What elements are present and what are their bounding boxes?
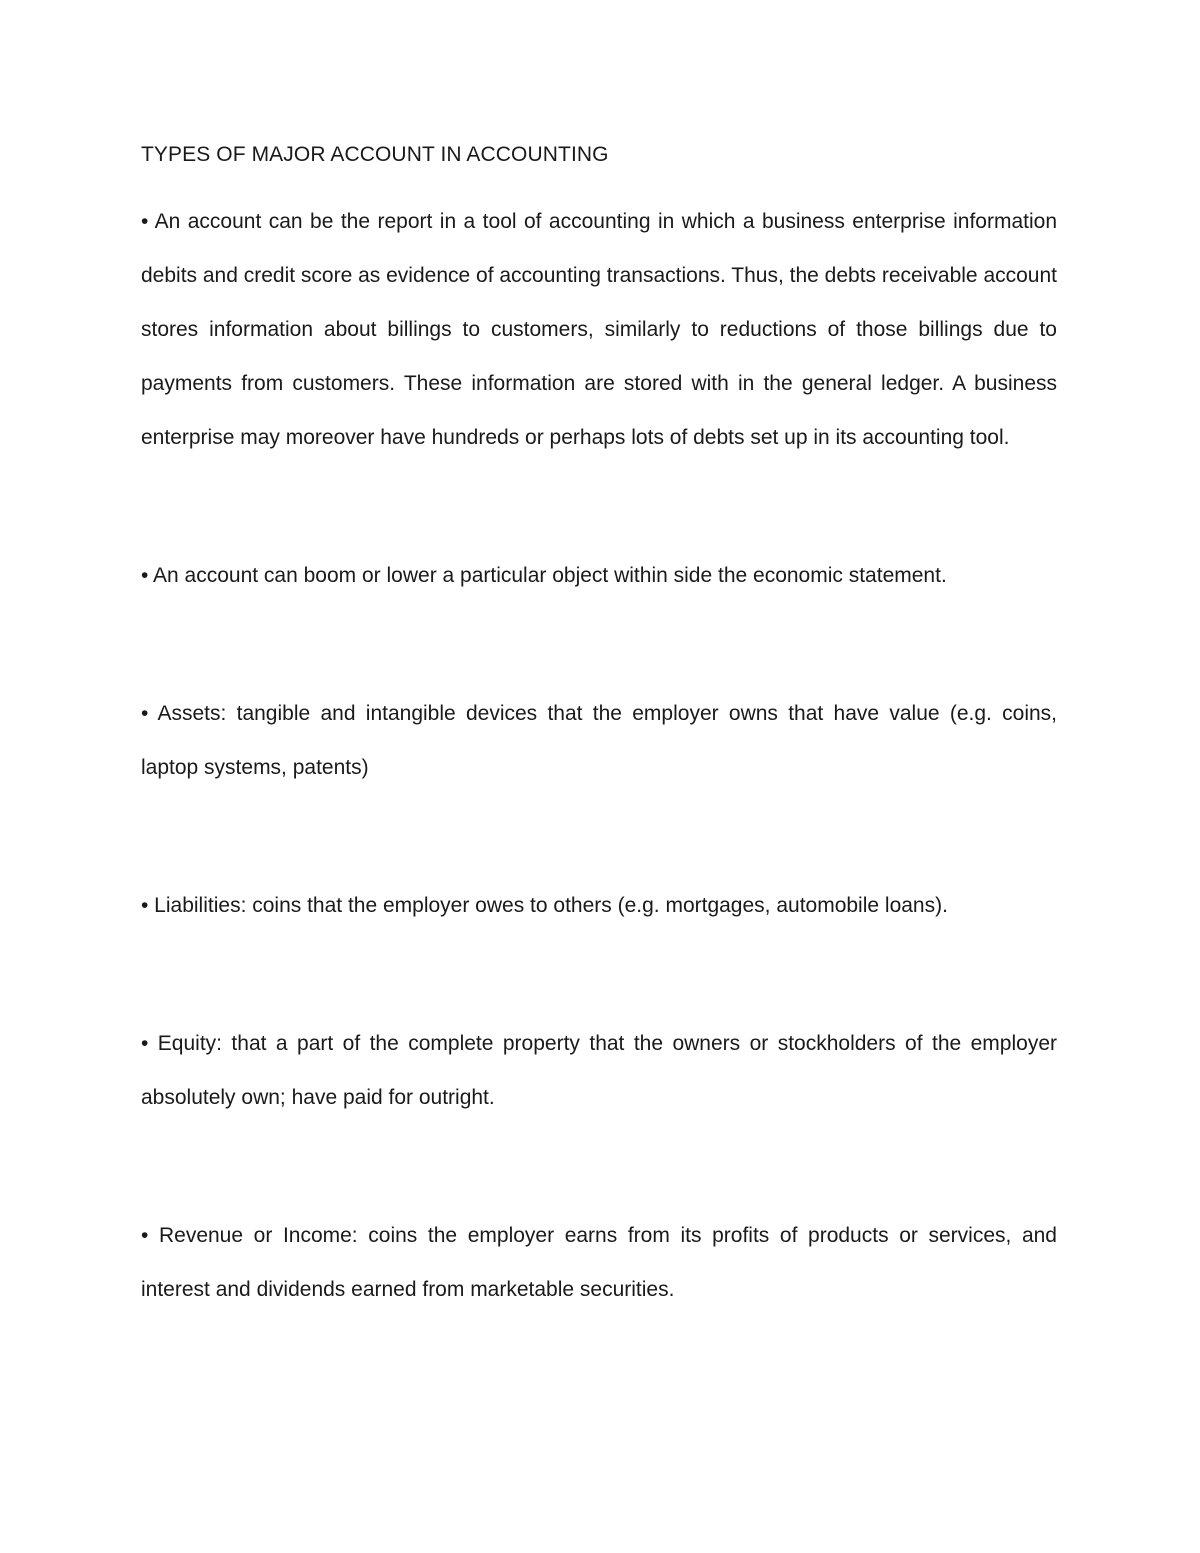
document-content — [141, 140, 1057, 1317]
paragraph-assets: • Assets: tangible and intangible devices that the employer owns that have value (e.g. coins, laptop systems, patents) — [141, 702, 1057, 779]
paragraph-equity: • Equity: that a part of the complete property that the owners or stockholders of the employer absolutely own; have paid for outright. — [141, 1032, 1057, 1109]
paragraph-revenue: • Revenue or Income: coins the employer earns from its profits of products or services, and interest and dividends earned from marketable securities. — [141, 1224, 1057, 1301]
paragraph-account-effect: • An account can boom or lower a particular object within side the economic statement. — [141, 564, 947, 587]
document-title: TYPES OF MAJOR ACCOUNT IN ACCOUNTING — [141, 143, 609, 166]
paragraph-account-definition: • An account can be the report in a tool of accounting in which a business enterprise information debits and credit score as evidence of accounting transactions. Thus, the debts receivable account stores information about billings to customers, similarly to reductions of those billings due to payments from customers. These information are stored with in the general ledger. A business enterprise may moreover have hundreds or perhaps lots of debts set up in its accounting tool. — [141, 210, 1057, 449]
paragraph-liabilities: • Liabilities: coins that the employer owes to others (e.g. mortgages, automobile loans). — [141, 894, 948, 917]
